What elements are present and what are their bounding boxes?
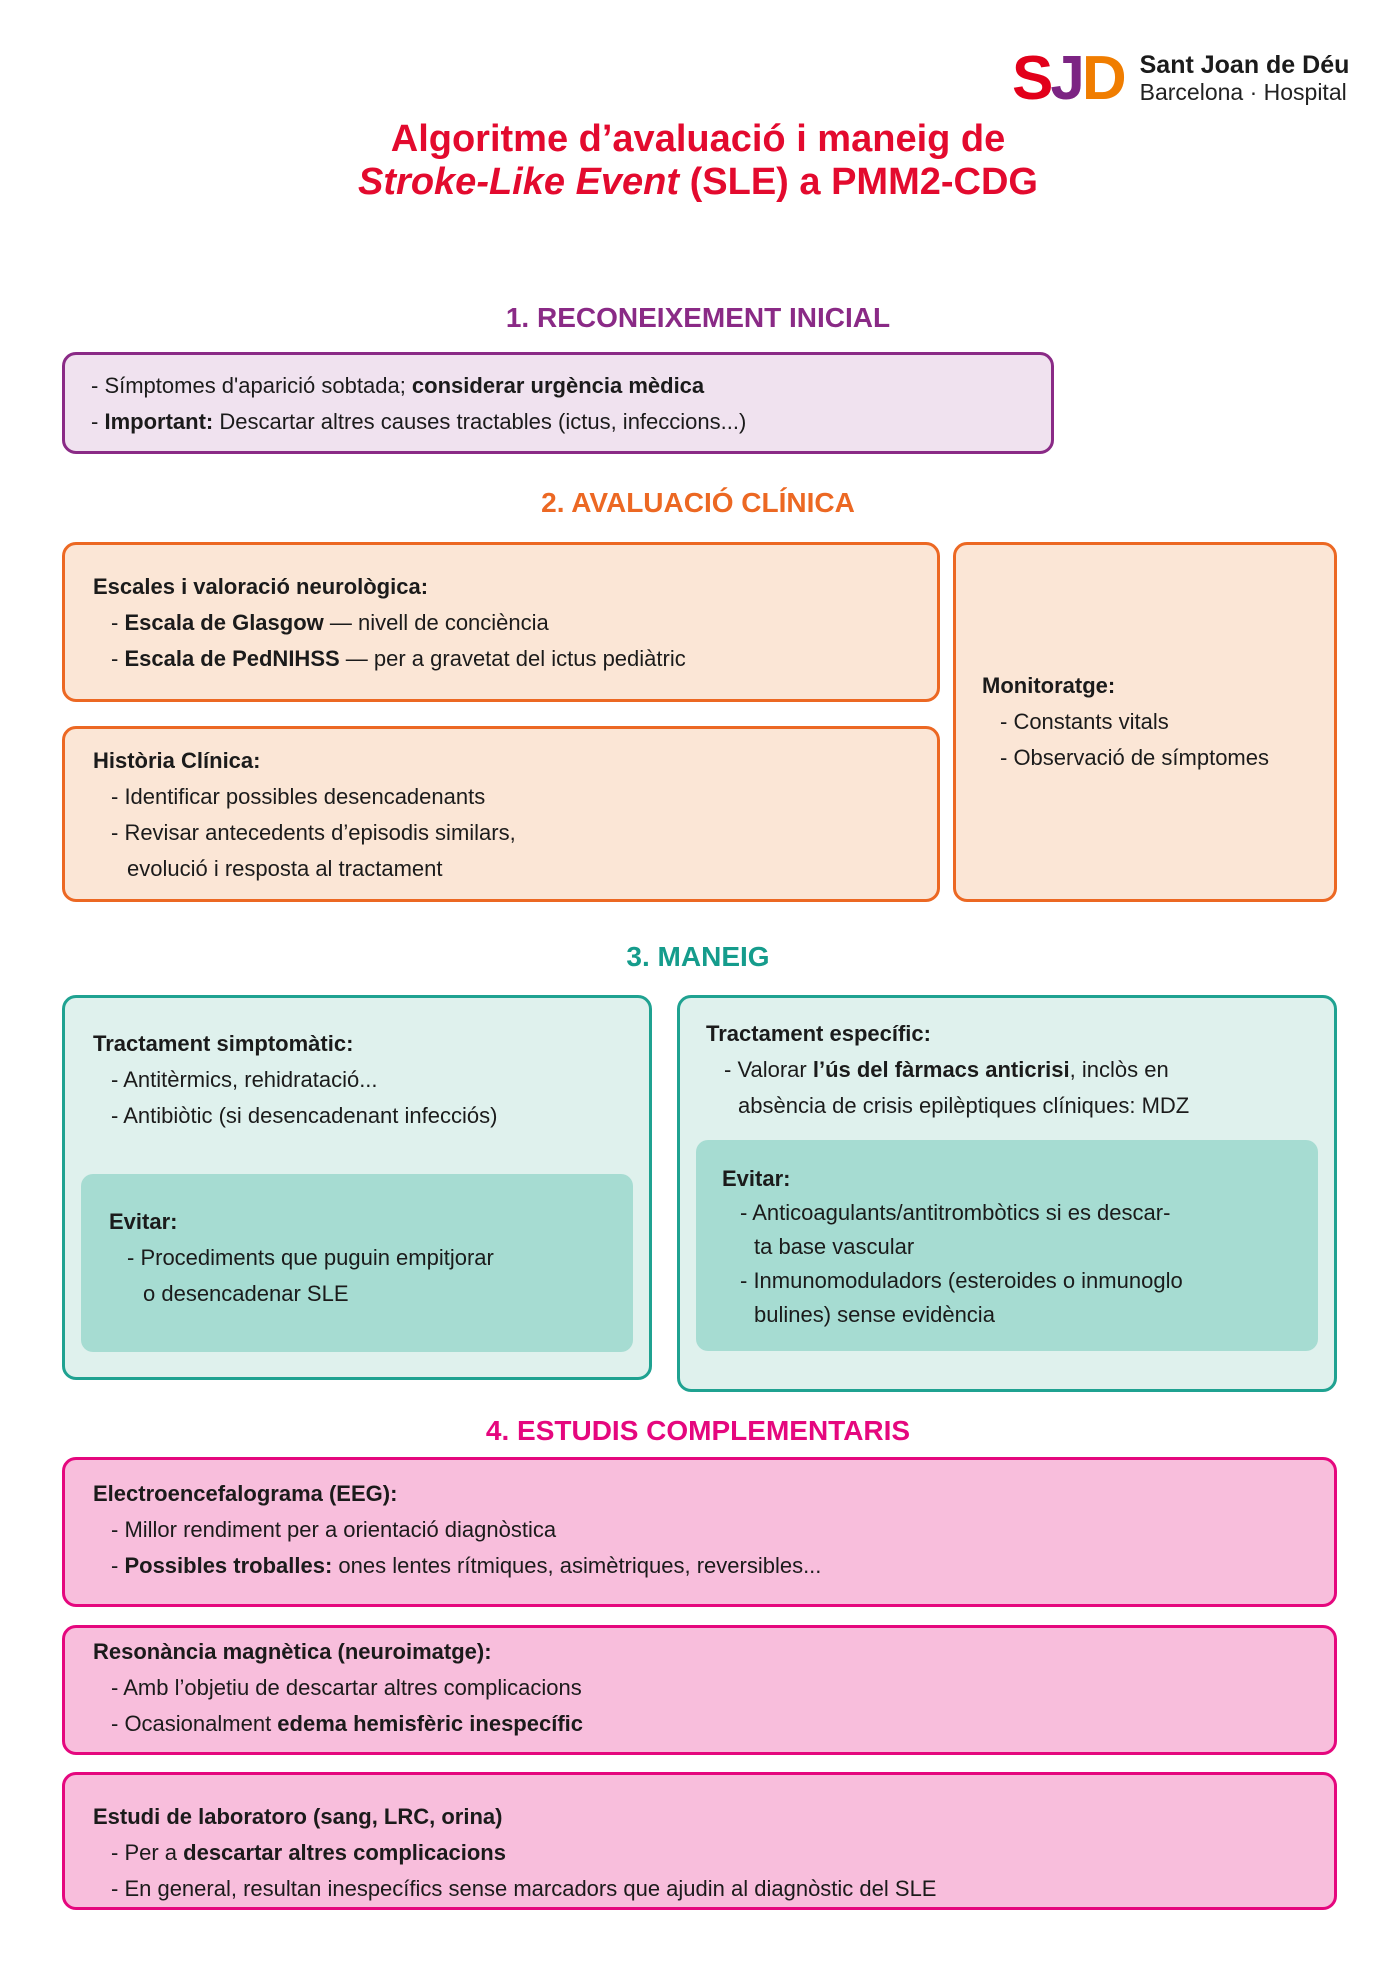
section-1-heading: 1. RECONEIXEMENT INICIAL	[505, 302, 891, 333]
laboratory-box	[62, 1772, 1337, 1910]
text-line: - Antibiòtic (si desencadenant infecciós)	[111, 1103, 498, 1128]
text-line: - En general, resultan inespecífics sense marcadors que ajudin al diagnòstic del SLE	[111, 1876, 937, 1901]
mri-box	[62, 1625, 1337, 1755]
document-title	[0, 118, 1396, 204]
text-line: - Anticoagulants/antitrombòtics si es descar-	[740, 1200, 1171, 1225]
box-title: Escales i valoració neurològica:	[93, 574, 429, 599]
clinical-history-box	[62, 726, 940, 902]
avoid-box-symptomatic	[81, 1174, 633, 1352]
box-title: Monitoratge:	[982, 673, 1116, 698]
recognition-box	[62, 352, 1054, 454]
logo-letter-j: J	[1050, 44, 1082, 113]
box-title: Tractament específic:	[706, 1021, 931, 1046]
document-title-line1: Algoritme d’avaluació i maneig de	[390, 118, 1006, 160]
symptomatic-treatment-box	[62, 995, 652, 1380]
specific-treatment-box	[677, 995, 1337, 1392]
text-line: - Inmunomoduladors (esteroides o inmunoglo	[740, 1268, 1183, 1293]
text-line: ta base vascular	[754, 1234, 915, 1259]
logo-hospital-name: Sant Joan de Déu	[1139, 51, 1350, 79]
text-line: - Millor rendiment per a orientació diagnòstica	[111, 1517, 557, 1542]
box-title: Evitar:	[722, 1166, 791, 1191]
box-title: Tractament simptomàtic:	[93, 1031, 354, 1056]
text-line: bulines) sense evidència	[754, 1302, 995, 1327]
logo-letter-d: D	[1081, 44, 1124, 113]
text-line: - Ocasionalment edema hemisfèric inespecífic	[111, 1711, 583, 1736]
text-line: - Procediments que puguin empitjorar	[127, 1245, 494, 1270]
text-line: - Per a descartar altres complicacions	[111, 1840, 506, 1865]
sjd-monogram	[1012, 44, 1124, 113]
section-4-heading: 4. ESTUDIS COMPLEMENTARIS	[485, 1415, 911, 1446]
section-2-heading: 2. AVALUACIÓ CLÍNICA	[541, 487, 855, 518]
text-line: - Antitèrmics, rehidratació...	[111, 1067, 378, 1092]
neuro-scales-box	[62, 542, 940, 702]
text-line: - Símptomes d'aparició sobtada; considerar urgència mèdica	[91, 373, 705, 398]
monitoring-box	[953, 542, 1337, 902]
text-line: evolució i resposta al tractament	[127, 856, 443, 881]
logo-letter-s: S	[1012, 44, 1051, 113]
text-line: - Escala de PedNIHSS — per a gravetat del ictus pediàtric	[111, 646, 686, 671]
box-title: Resonància magnètica (neuroimatge):	[93, 1639, 492, 1664]
text-line: - Constants vitals	[1000, 709, 1169, 734]
text-line: - Escala de Glasgow — nivell de conciència	[111, 610, 549, 635]
box-title: Història Clínica:	[93, 748, 261, 773]
text-line: - Identificar possibles desencadenants	[111, 784, 486, 809]
hospital-logo	[1012, 44, 1350, 113]
text-line: o desencadenar SLE	[143, 1281, 349, 1306]
eeg-box	[62, 1457, 1337, 1607]
avoid-box-specific	[696, 1140, 1318, 1351]
document-title-line2: Stroke-Like Event (SLE) a PMM2-CDG	[358, 161, 1038, 203]
box-title: Electroencefalograma (EEG):	[93, 1481, 398, 1506]
text-line: absència de crisis epilèptiques clíniques: MDZ	[738, 1093, 1190, 1118]
text-line: - Amb l’objetiu de descartar altres complicacions	[111, 1675, 582, 1700]
text-line: - Important: Descartar altres causes tractables (ictus, infeccions...)	[91, 409, 747, 434]
text-line: - Possibles troballes: ones lentes rítmiques, asimètriques, reversibles...	[111, 1553, 822, 1578]
logo-text	[1140, 52, 1350, 106]
box-title: Evitar:	[109, 1209, 178, 1234]
box-title: Estudi de laboratoro (sang, LRC, orina)	[93, 1804, 503, 1829]
text-line: - Observació de símptomes	[1000, 745, 1269, 770]
logo-hospital-subtitle: Barcelona · Hospital	[1139, 79, 1347, 105]
text-line: - Valorar l’ús del fàrmacs anticrisi, inclòs en	[724, 1057, 1169, 1082]
text-line: - Revisar antecedents d’episodis similars,	[111, 820, 516, 845]
section-3-heading: 3. MANEIG	[626, 941, 770, 972]
